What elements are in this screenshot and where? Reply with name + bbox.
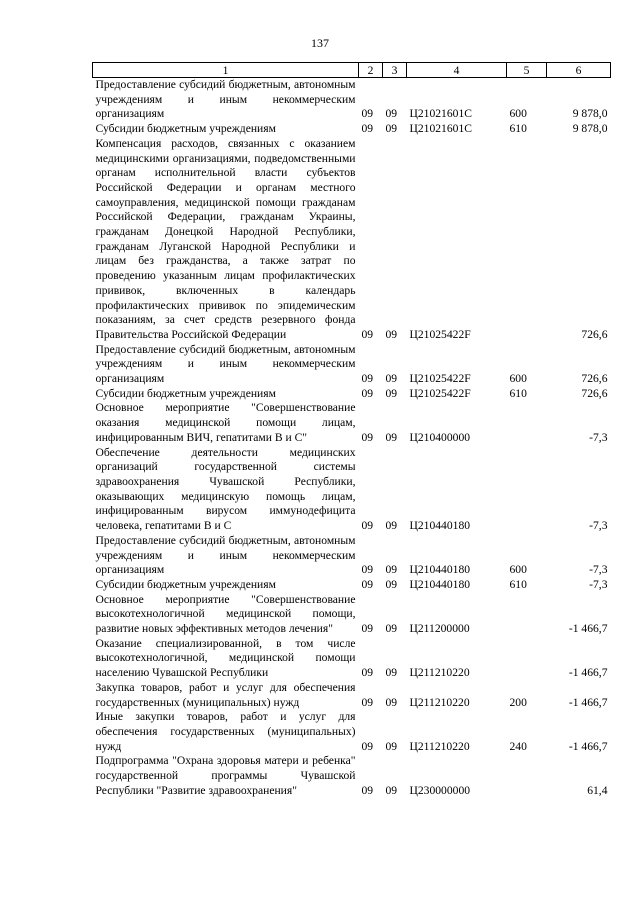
row-amount: 726,6 [581, 327, 608, 341]
row-razdel: 09 [361, 563, 374, 577]
row-name: Основное мероприятие "Совершенствование оказания медицинской помощи лицам, инфицированным ВИЧ, гепатитами В и С" [95, 401, 356, 444]
table-row [93, 593, 611, 637]
row-amount: -7,3 [589, 563, 608, 577]
row-razdel: 09 [361, 122, 374, 136]
table-row [93, 137, 611, 343]
table-row [93, 754, 611, 798]
table-row [93, 534, 611, 578]
row-expense-type: 240 [509, 739, 527, 753]
row-razdel: 09 [361, 327, 374, 341]
table-row [93, 637, 611, 681]
row-target-article: Ц210400000 [409, 430, 471, 444]
table-row [93, 401, 611, 445]
row-podrazdel: 09 [385, 519, 398, 533]
row-expense-type: 610 [509, 386, 527, 400]
row-podrazdel: 09 [385, 622, 398, 636]
row-target-article: Ц21025422F [409, 327, 471, 341]
table-row [93, 578, 611, 593]
row-name: Иные закупки товаров, работ и услуг для обеспечения государственных (муниципальных) нужд [95, 710, 356, 753]
row-podrazdel: 09 [385, 563, 398, 577]
row-razdel: 09 [361, 107, 374, 121]
row-amount: -1 466,7 [568, 666, 608, 680]
row-expense-type [507, 593, 547, 637]
row-expense-type: 600 [509, 372, 527, 386]
table-row [93, 78, 611, 123]
row-target-article: Ц210440180 [409, 563, 471, 577]
row-razdel: 09 [361, 577, 374, 591]
row-amount: -1 466,7 [568, 739, 608, 753]
row-expense-type [507, 754, 547, 798]
row-razdel: 09 [361, 739, 374, 753]
row-razdel: 09 [361, 372, 374, 386]
row-podrazdel: 09 [385, 430, 398, 444]
row-target-article: Ц211210220 [409, 739, 470, 753]
row-name: Предоставление субсидий бюджетным, автономным учреждениям и иным некоммерческим организациям [95, 342, 356, 386]
row-target-article: Ц230000000 [409, 783, 471, 797]
row-expense-type: 600 [509, 563, 527, 577]
row-podrazdel: 09 [385, 107, 398, 121]
row-name: Обеспечение деятельности медицинских организаций государственной системы здравоохранения Чувашской Республики, оказывающих медицинскую помощь лицам, инфицированным вирусом иммунодефицита человека, гепатитами В и С [95, 445, 356, 533]
row-podrazdel: 09 [385, 327, 398, 341]
row-podrazdel: 09 [385, 783, 398, 797]
table-body [93, 78, 611, 799]
header-col-5: 5 [507, 63, 547, 78]
row-name: Компенсация расходов, связанных с оказанием медицинскими организациями, подведомственными органам исполнительной власти субъектов Российской Федерации и органам местного самоуправления, медицинской помощи гражданам Российской Федерации, гражданам Украины, гражданам Донецкой Народной Республики, гражданам Луганской Народной Республики и лицам без гражданства, а также затрат по проведению указанным лицам профилактических прививок, включенных в календарь профилактических прививок по эпидемическим показаниям, за счет средств резервного фонда Правительства Российской Федерации [95, 136, 356, 341]
row-expense-type [507, 137, 547, 343]
row-expense-type: 610 [509, 122, 527, 136]
table-row [93, 446, 611, 534]
row-target-article: Ц211210220 [409, 695, 470, 709]
row-name: Субсидии бюджетным учреждениям [95, 577, 276, 591]
row-expense-type [507, 637, 547, 681]
row-podrazdel: 09 [385, 739, 398, 753]
row-razdel: 09 [361, 519, 374, 533]
row-target-article: Ц210440180 [409, 519, 471, 533]
row-name: Основное мероприятие "Совершенствование высокотехнологичной медицинской помощи, развитие новых эффективных методов лечения" [95, 592, 356, 636]
row-name: Субсидии бюджетным учреждениям [95, 122, 276, 136]
row-name: Предоставление субсидий бюджетным, автономным учреждениям и иным некоммерческим организациям [95, 533, 356, 577]
row-name: Оказание специализированной, в том числе высокотехнологичной, медицинской помощи населению Чувашской Республики [95, 636, 356, 680]
page-number: 137 [311, 36, 329, 50]
row-amount: 726,6 [581, 386, 608, 400]
row-podrazdel: 09 [385, 372, 398, 386]
row-expense-type [507, 446, 547, 534]
header-col-2: 2 [359, 63, 383, 78]
row-expense-type: 600 [509, 107, 527, 121]
row-amount: -7,3 [589, 430, 608, 444]
header-col-1: 1 [93, 63, 359, 78]
row-amount: -7,3 [589, 519, 608, 533]
row-podrazdel: 09 [385, 695, 398, 709]
header-col-3: 3 [383, 63, 407, 78]
row-amount: -7,3 [589, 577, 608, 591]
row-amount: 61,4 [587, 783, 608, 797]
row-target-article: Ц21025422F [409, 386, 471, 400]
row-podrazdel: 09 [385, 577, 398, 591]
row-amount: 726,6 [581, 372, 608, 386]
row-razdel: 09 [361, 430, 374, 444]
header-row [93, 63, 611, 78]
row-amount: 9 878,0 [572, 122, 608, 136]
row-name: Субсидии бюджетным учреждениям [95, 386, 276, 400]
table-row [93, 681, 611, 710]
row-name: Закупка товаров, работ и услуг для обеспечения государственных (муниципальных) нужд [95, 680, 356, 709]
header-col-6: 6 [547, 63, 611, 78]
header-col-4: 4 [407, 63, 507, 78]
row-target-article: Ц210440180 [409, 577, 471, 591]
row-podrazdel: 09 [385, 666, 398, 680]
row-razdel: 09 [361, 695, 374, 709]
row-podrazdel: 09 [385, 386, 398, 400]
row-name: Предоставление субсидий бюджетным, автономным учреждениям и иным некоммерческим организациям [95, 78, 356, 121]
row-amount: -1 466,7 [568, 622, 608, 636]
row-podrazdel: 09 [385, 122, 398, 136]
table-row [93, 122, 611, 137]
budget-table [92, 62, 611, 798]
row-target-article: Ц21021601С [409, 107, 472, 121]
table-row [93, 710, 611, 754]
row-razdel: 09 [361, 783, 374, 797]
row-expense-type: 610 [509, 577, 527, 591]
row-amount: -1 466,7 [568, 695, 608, 709]
row-target-article: Ц211200000 [409, 622, 470, 636]
table-row [93, 387, 611, 402]
row-amount: 9 878,0 [572, 107, 608, 121]
row-expense-type: 200 [509, 695, 527, 709]
row-target-article: Ц211210220 [409, 666, 470, 680]
row-expense-type [507, 401, 547, 445]
row-target-article: Ц21025422F [409, 372, 471, 386]
row-razdel: 09 [361, 622, 374, 636]
row-razdel: 09 [361, 666, 374, 680]
row-razdel: 09 [361, 386, 374, 400]
table-row [93, 343, 611, 387]
row-target-article: Ц21021601С [409, 122, 472, 136]
row-name: Подпрограмма "Охрана здоровья матери и ребенка" государственной программы Чувашской Республики "Развитие здравоохранения" [95, 754, 356, 797]
